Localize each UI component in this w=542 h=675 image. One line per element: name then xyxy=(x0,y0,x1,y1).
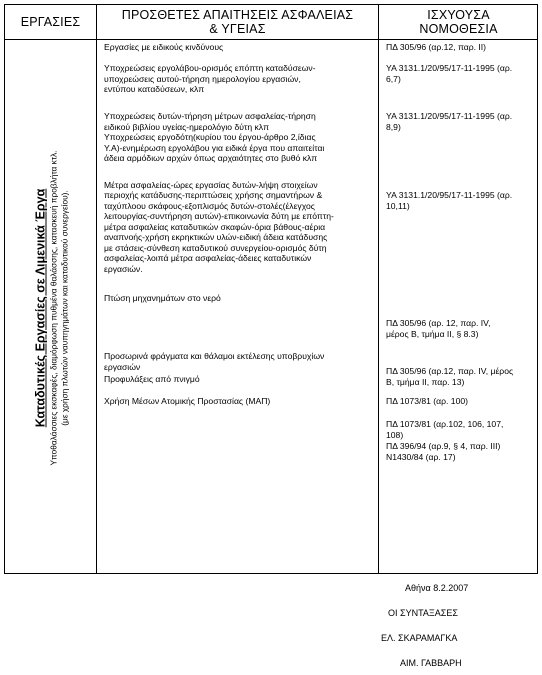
requirement-line: Μέτρα ασφαλείας-ώρες εργασίας δυτών-λήψη στοιχείων xyxy=(104,180,318,190)
legislation-line: ΠΔ 305/96 (αρ.12, παρ. ΙΙ) xyxy=(386,42,487,52)
requirement-line: Πτώση μηχανημάτων στο νερό xyxy=(104,293,221,303)
requirement-line: μέτρα ασφαλείας καταδυτικών σκαφών-όρια βάθους-αέρια xyxy=(104,222,326,232)
signature-authors-label: ΟΙ ΣΥΝΤΑΞΑΣΕΣ xyxy=(388,608,458,618)
legislation-line: ΠΔ 1073/81 (αρ. 100) xyxy=(386,396,469,406)
requirement-line: εντύπου καταδύσεων, κλπ xyxy=(104,84,205,94)
requirement-line: Υποχρεώσεις εργοδότη(κυρίου του έργου-άρθρο 2,ίδιας xyxy=(104,132,316,142)
requirement-line: Εργασίες με ειδικούς κινδύνους xyxy=(104,42,224,52)
legislation-line: μέρος Β, τμήμα ΙΙ, § 8.3) xyxy=(386,329,479,339)
column-divider xyxy=(378,5,379,573)
requirement-line: Υ.Α)-ενημέρωση εργολάβου για ειδικά έργα που απαιτείται xyxy=(104,143,325,153)
header-tasks xyxy=(5,5,96,39)
requirement-line: άδεια αρμόδιων αρχών όπως αρχαιότητες στο βυθό κλπ xyxy=(104,153,318,163)
requirement-line: με στάσεις-σύνθεση καταδυτικού συνεργείου-ορισμός δύτη xyxy=(104,243,327,253)
header-legislation xyxy=(379,5,538,39)
requirement-line: Υποχρεώσεις δυτών-τήρηση μέτρων ασφαλείας-τήρηση xyxy=(104,111,316,121)
category-cell xyxy=(5,40,97,575)
signature-author: ΑΙΜ. ΓΑΒΒΑΡΗ xyxy=(400,658,462,668)
header-legislation-line2: ΝΟΜΟΘΕΣΙΑ xyxy=(419,22,498,36)
category-subtitle-line1: Υποθαλάσσιες εκσκαφές, διαμόρφωση πυθμένα θαλάσσης, κατασκευή προβλήτα κτλ. xyxy=(48,150,59,466)
legislation-line: ΥΑ 3131.1/20/95/17-11-1995 (αρ. xyxy=(386,111,513,121)
requirement-line: ειδικού βιβλίου υγείας-ημερολόγιο δύτη κλπ xyxy=(104,122,270,132)
legislation-line: ΠΔ 1073/81 (αρ.102, 106, 107, xyxy=(386,419,504,429)
category-subtitle-line2: (με χρήση πλωτών ναυπηγημάτων και καταδυτικού συνεργείου). xyxy=(59,189,69,426)
legislation-line: 8,9) xyxy=(386,122,401,132)
requirement-line: Χρήση Μέσων Ατομικής Προστασίας (ΜΑΠ) xyxy=(104,396,271,406)
requirement-line: υποχρεώσεις αυτού-τήρηση ημερολογίου εργασιών, xyxy=(104,74,301,84)
requirement-line: ασφαλείας-λοιπά μέτρα ασφαλείας-άδειες καταδυτικών xyxy=(104,253,312,263)
legislation-line: Β, τμήμα ΙΙ, παρ. 13) xyxy=(386,377,465,387)
requirement-line: Προσωρινά φράγματα και θάλαμοι εκτέλεσης υποβρυχίων xyxy=(104,351,325,361)
header-legislation-line1: ΙΣΧΥΟΥΣΑ xyxy=(427,8,490,22)
requirement-line: αναπνοής-χρήση εκρηκτικών υλών-ειδική άδεια κατάδυσης xyxy=(104,232,328,242)
header-requirements-line2: & ΥΓΕΙΑΣ xyxy=(209,22,266,36)
header-requirements-line1: ΠΡΟΣΘΕΤΕΣ ΑΠΑΙΤΗΣΕΙΣ ΑΣΦΑΛΕΙΑΣ xyxy=(121,8,354,22)
requirement-line: περιοχής κατάδυσης-περιπτώσεις χρήσης σημαντήρων & xyxy=(104,190,323,200)
legislation-line: ΠΔ 305/96 (αρ. 12, παρ. IV, xyxy=(386,318,491,328)
legislation-line: 6,7) xyxy=(386,74,401,84)
legislation-line: ΠΔ 305/96 (αρ.12, παρ. IV, μέρος xyxy=(386,366,514,376)
requirement-line: Προφυλάξεις από πνιγμό xyxy=(104,374,200,384)
legislation-line: ΥΑ 3131.1/20/95/17-11-1995 (αρ. xyxy=(386,63,513,73)
category-title: Καταδυτικές Εργασίες σε Λιμενικά Έργα xyxy=(33,188,48,427)
requirement-line: Υποχρεώσεις εργολάβου-ορισμός επόπτη καταδύσεων- xyxy=(104,63,316,73)
legislation-line: 10,11) xyxy=(386,201,410,211)
legislation-table xyxy=(4,4,538,574)
legislation-line: ΠΔ 396/94 (αρ.9, § 4, παρ. ΙΙΙ) xyxy=(386,441,501,451)
header-requirements xyxy=(97,5,378,39)
requirement-line: ταχύπλοου σκάφους-εξοπλισμός δυτών-στολές(έλεγχος xyxy=(104,201,315,211)
requirement-line: λειτουργίας-συντήρηση αυτών)-επικοινωνία δύτη με επόπτη- xyxy=(104,211,334,221)
legislation-line: Ν1430/84 (αρ. 17) xyxy=(386,452,456,462)
category-rotated-text xyxy=(33,48,70,568)
requirement-line: εργασιών xyxy=(104,362,141,372)
requirement-line: εργασιών. xyxy=(104,264,143,274)
legislation-line: 108) xyxy=(386,430,404,440)
signature-date: Αθήνα 8.2.2007 xyxy=(405,583,469,593)
header-tasks-label: ΕΡΓΑΣΙΕΣ xyxy=(20,15,81,29)
legislation-line: ΥΑ 3131.1/20/95/17-11-1995 (αρ. xyxy=(386,190,513,200)
signature-author: ΕΛ. ΣΚΑΡΑΜΑΓΚΑ xyxy=(381,633,458,643)
